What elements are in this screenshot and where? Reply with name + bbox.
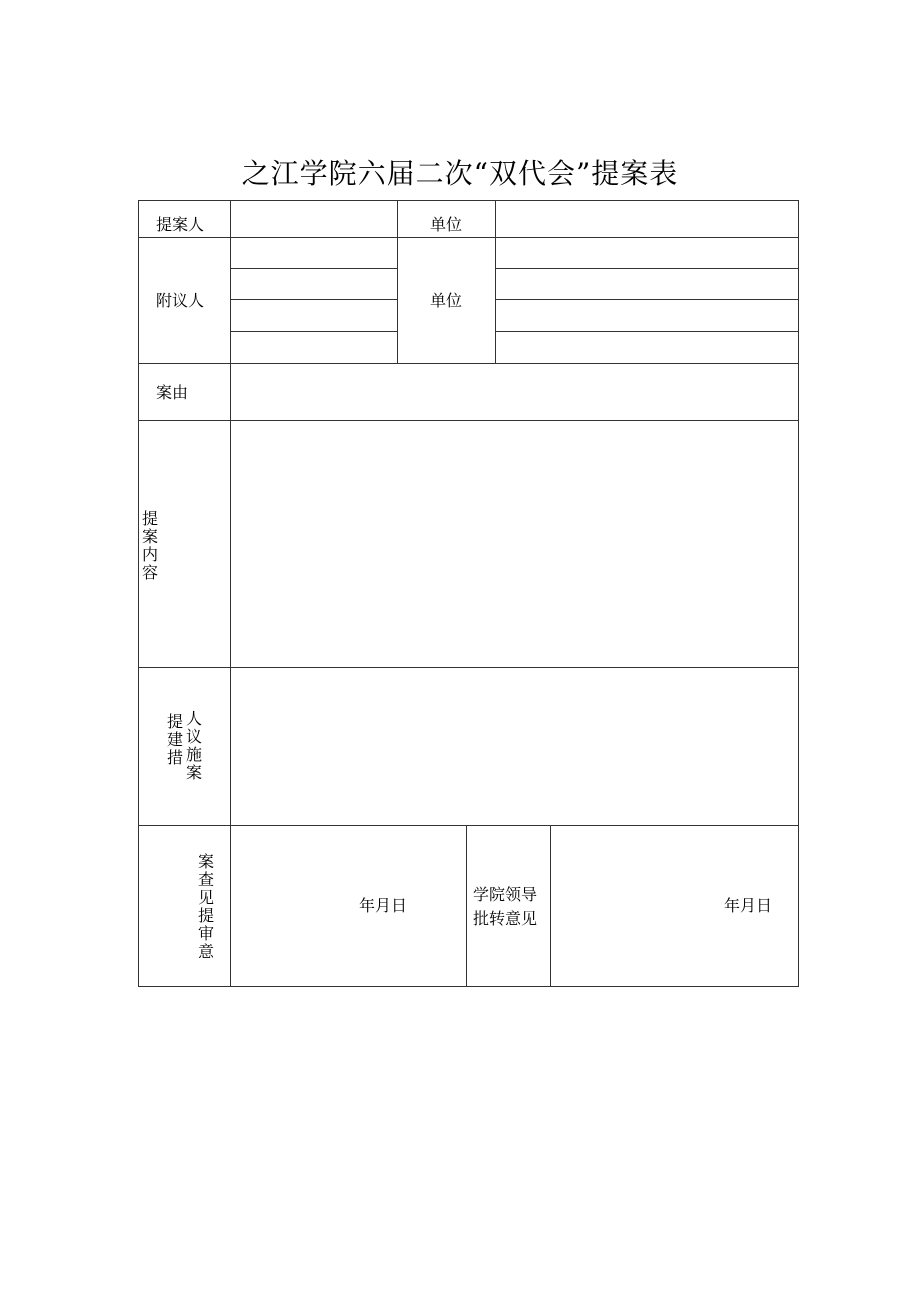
cosigner-unit-label: 单位 [430,291,463,310]
leader-label-line2: 批转意见 [473,909,538,928]
review-field[interactable] [231,826,466,986]
unit-label: 单位 [430,215,463,234]
content-label: 提案内容 [141,509,158,582]
proposer-field[interactable] [231,201,397,237]
leader-label-line1: 学院领导 [473,885,538,904]
review-label: 案查见提审意 [197,852,214,961]
cosigner-field[interactable] [231,238,397,363]
measures-field[interactable] [231,668,798,825]
measures-label-col1: 提建措 [166,712,183,767]
content-field[interactable] [231,421,798,667]
reason-field[interactable] [231,364,798,420]
col-divider [466,825,467,987]
col-divider [397,200,398,363]
unit-field[interactable] [496,201,798,237]
reason-label: 案由 [156,383,189,402]
cosigner-label: 附议人 [156,291,205,310]
review-date: 年月日 [359,896,408,915]
measures-label-col2: 人议施案 [185,709,202,782]
page-title: 之江学院六届二次“双代会”提案表 [241,157,679,190]
cosigner-unit-field[interactable] [496,238,798,363]
proposer-label: 提案人 [156,215,205,234]
leader-date: 年月日 [724,896,773,915]
